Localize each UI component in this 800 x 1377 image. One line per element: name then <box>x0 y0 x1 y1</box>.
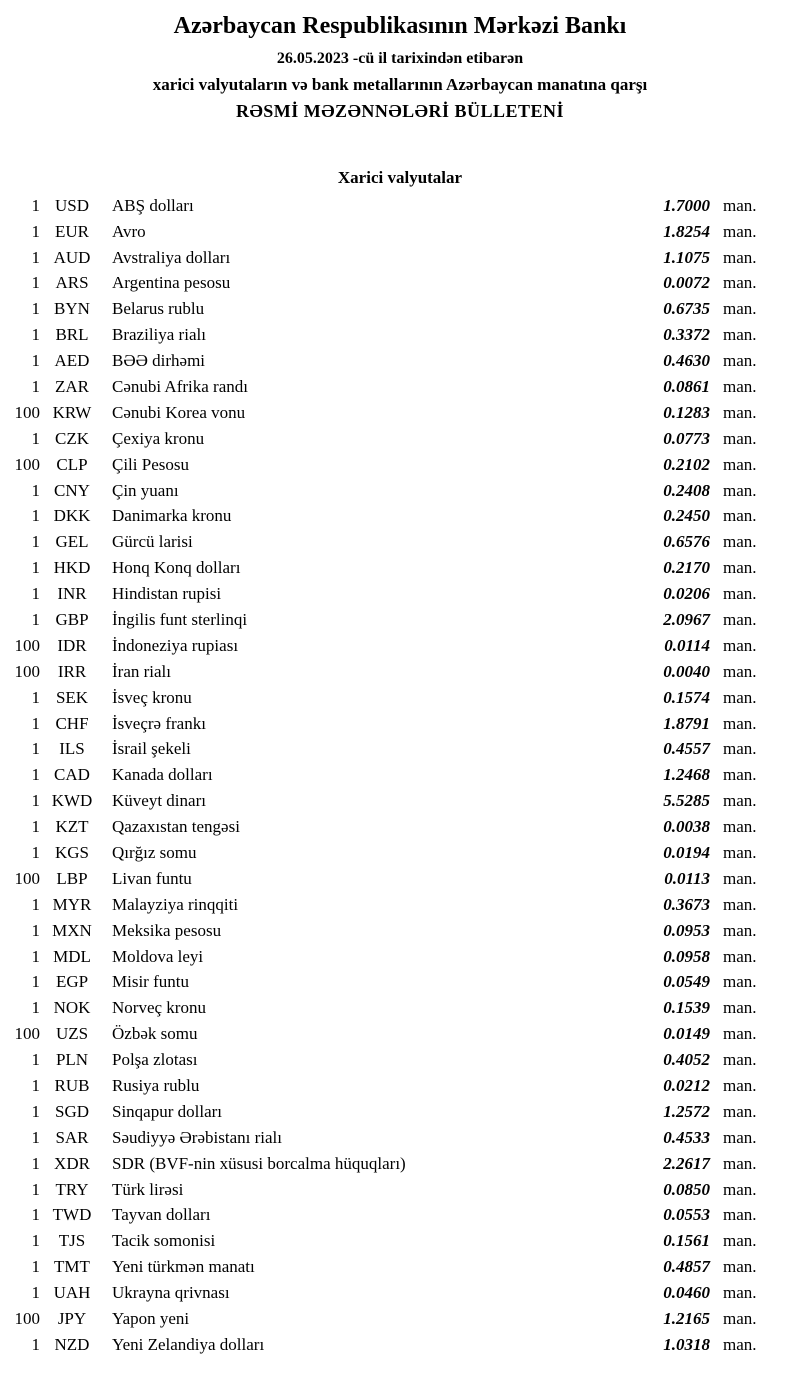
quantity-cell: 1 <box>31 972 40 992</box>
rate-value-cell: 0.4857 <box>663 1257 710 1277</box>
rate-row <box>0 1125 768 1151</box>
rate-value-cell: 0.0958 <box>663 946 710 966</box>
rate-row <box>0 529 768 555</box>
quantity-cell: 1 <box>31 713 40 733</box>
currency-code-cell: GEL <box>55 532 89 552</box>
unit-cell: man. <box>723 868 757 888</box>
unit-cell: man. <box>723 532 757 552</box>
rate-value-cell: 0.4557 <box>663 739 710 759</box>
rate-row <box>0 322 768 348</box>
rate-value-cell: 0.1574 <box>663 687 710 707</box>
quantity-cell: 1 <box>31 765 40 785</box>
rate-value-cell: 2.0967 <box>663 609 710 629</box>
rate-row <box>0 1047 768 1073</box>
rate-row <box>0 788 768 814</box>
quantity-cell: 1 <box>31 584 40 604</box>
rate-value-cell: 0.0460 <box>663 1283 710 1303</box>
rate-row <box>0 918 768 944</box>
unit-cell: man. <box>723 1050 757 1070</box>
currency-name-cell: İsveç kronu <box>112 687 192 707</box>
quantity-cell: 1 <box>31 998 40 1018</box>
unit-cell: man. <box>723 351 757 371</box>
currency-code-cell: SEK <box>55 687 89 707</box>
currency-code-cell: MDL <box>53 946 91 966</box>
rate-value-cell: 1.2468 <box>663 765 710 785</box>
unit-cell: man. <box>723 1024 757 1044</box>
rate-value-cell: 2.2617 <box>663 1153 710 1173</box>
currency-code-cell: SAR <box>55 1127 89 1147</box>
rate-row <box>0 607 768 633</box>
rate-value-cell: 0.6576 <box>663 532 710 552</box>
currency-name-cell: Meksika pesosu <box>112 920 222 940</box>
currency-name-cell: Belarus rublu <box>112 299 205 319</box>
unit-cell: man. <box>723 376 757 396</box>
currency-code-cell: CLP <box>56 454 88 474</box>
unit-cell: man. <box>723 584 757 604</box>
unit-cell: man. <box>723 1179 757 1199</box>
rate-row <box>0 1203 768 1229</box>
rate-value-cell: 0.0206 <box>663 584 710 604</box>
rate-value-cell: 5.5285 <box>663 791 710 811</box>
rate-value-cell: 0.0149 <box>663 1024 710 1044</box>
rate-row <box>0 1228 768 1254</box>
currency-code-cell: NOK <box>53 998 91 1018</box>
rate-row <box>0 1280 768 1306</box>
rate-value-cell: 0.0212 <box>663 1076 710 1096</box>
currency-code-cell: TMT <box>54 1257 90 1277</box>
currency-code-cell: BYN <box>54 299 90 319</box>
quantity-cell: 1 <box>31 376 40 396</box>
currency-code-cell: AED <box>54 351 90 371</box>
unit-cell: man. <box>723 998 757 1018</box>
rate-value-cell: 0.2408 <box>663 480 710 500</box>
currency-code-cell: KGS <box>54 843 89 862</box>
rate-row <box>0 685 768 711</box>
currency-code-cell: MYR <box>52 894 92 914</box>
rate-value-cell: 0.2102 <box>663 454 710 474</box>
rate-row <box>0 970 768 996</box>
currency-code-cell: JPY <box>57 1309 87 1329</box>
rate-row <box>0 1254 768 1280</box>
effective-date-line: 26.05.2023 -cü il tarixindən etibarən <box>276 49 524 67</box>
currency-code-cell: CAD <box>54 765 90 785</box>
quantity-cell: 1 <box>31 195 40 215</box>
currency-code-cell: TWD <box>52 1205 92 1225</box>
rate-value-cell: 0.1283 <box>663 402 710 422</box>
unit-cell: man. <box>723 946 757 966</box>
currency-name-cell: Avstraliya dolları <box>112 247 231 267</box>
currency-code-cell: IRR <box>57 661 87 681</box>
currency-name-cell: Çin yuanı <box>112 480 179 500</box>
currency-code-cell: SGD <box>54 1101 89 1121</box>
rate-value-cell: 0.1561 <box>663 1231 710 1251</box>
rate-value-cell: 0.4052 <box>663 1050 710 1070</box>
unit-cell: man. <box>723 195 757 215</box>
currency-name-cell: Gürcü larisi <box>112 532 193 552</box>
quantity-cell: 1 <box>31 1334 40 1354</box>
currency-name-cell: Özbək somu <box>112 1024 198 1044</box>
currency-code-cell: KZT <box>55 817 89 837</box>
quantity-cell: 100 <box>14 1024 40 1044</box>
rate-row <box>0 348 768 374</box>
rate-value-cell: 0.0861 <box>663 376 710 396</box>
unit-cell: man. <box>723 428 757 448</box>
currency-code-cell: XDR <box>54 1153 90 1173</box>
rate-value-cell: 1.2572 <box>663 1101 710 1121</box>
currency-code-cell: HKD <box>53 558 91 578</box>
unit-cell: man. <box>723 765 757 785</box>
unit-cell: man. <box>723 739 757 759</box>
rate-row <box>0 1306 768 1332</box>
currency-name-cell: Livan funtu <box>112 868 192 888</box>
rate-row <box>0 633 768 659</box>
rate-row <box>0 270 768 296</box>
currency-name-cell: Səudiyyə Ərəbistanı rialı <box>112 1127 282 1147</box>
unit-cell: man. <box>723 1231 757 1251</box>
rate-value-cell: 1.8791 <box>663 713 710 733</box>
rate-value-cell: 0.3372 <box>663 325 710 345</box>
rate-value-cell: 0.0038 <box>663 817 710 837</box>
quantity-cell: 1 <box>31 480 40 500</box>
quantity-cell: 1 <box>31 843 40 862</box>
quantity-cell: 1 <box>31 299 40 319</box>
currency-name-cell: Ukrayna qrivnası <box>112 1283 230 1303</box>
currency-name-cell: Kanada dolları <box>112 765 213 785</box>
currency-name-cell: Polşa zlotası <box>112 1050 198 1070</box>
quantity-cell: 100 <box>14 661 40 681</box>
unit-cell: man. <box>723 558 757 578</box>
rate-value-cell: 0.1539 <box>663 998 710 1018</box>
quantity-cell: 100 <box>14 454 40 474</box>
currency-name-cell: Yapon yeni <box>112 1309 190 1329</box>
exchange-rate-table <box>0 193 800 1358</box>
rate-row <box>0 1177 768 1203</box>
currency-code-cell: DKK <box>53 506 91 526</box>
rate-row <box>0 866 768 892</box>
rate-row <box>0 426 768 452</box>
currency-name-cell: Cənubi Korea vonu <box>112 402 246 422</box>
unit-cell: man. <box>723 894 757 914</box>
rate-row <box>0 245 768 271</box>
rate-row <box>0 193 768 219</box>
rate-row <box>0 762 768 788</box>
quantity-cell: 1 <box>31 558 40 578</box>
unit-cell: man. <box>723 1334 757 1354</box>
quantity-cell: 100 <box>14 635 40 655</box>
unit-cell: man. <box>723 972 757 992</box>
currency-name-cell: Küveyt dinarı <box>112 791 206 811</box>
rate-value-cell: 0.0040 <box>663 661 710 681</box>
rate-value-cell: 1.1075 <box>663 247 710 267</box>
quantity-cell: 1 <box>31 791 40 811</box>
currency-name-cell: Argentina pesosu <box>112 273 231 293</box>
currency-name-cell: Çili Pesosu <box>112 454 189 474</box>
rate-value-cell: 0.6735 <box>663 299 710 319</box>
rate-value-cell: 0.0194 <box>663 843 710 862</box>
rate-value-cell: 0.0850 <box>663 1179 710 1199</box>
currency-code-cell: LBP <box>56 868 88 888</box>
rate-row <box>0 374 768 400</box>
unit-cell: man. <box>723 1127 757 1147</box>
currency-name-cell: Yeni Zelandiya dolları <box>112 1334 265 1354</box>
currency-name-cell: Malayziya rinqqiti <box>112 894 239 914</box>
quantity-cell: 1 <box>31 247 40 267</box>
currency-name-cell: Türk lirəsi <box>112 1179 184 1199</box>
currency-code-cell: PLN <box>55 1050 89 1070</box>
quantity-cell: 1 <box>31 273 40 293</box>
quantity-cell: 1 <box>31 1257 40 1277</box>
currency-name-cell: İndoneziya rupiası <box>112 635 239 655</box>
quantity-cell: 1 <box>31 506 40 526</box>
currency-code-cell: NZD <box>54 1334 90 1354</box>
currency-code-cell: BRL <box>55 325 89 345</box>
unit-cell: man. <box>723 299 757 319</box>
currency-name-cell: BƏƏ dirhəmi <box>112 351 206 371</box>
quantity-cell: 1 <box>31 532 40 552</box>
currency-code-cell: CZK <box>55 428 89 448</box>
unit-cell: man. <box>723 402 757 422</box>
quantity-cell: 1 <box>31 1101 40 1121</box>
rate-row <box>0 944 768 970</box>
currency-name-cell: Rusiya rublu <box>112 1076 200 1096</box>
quantity-cell: 1 <box>31 920 40 940</box>
currency-name-cell: Hindistan rupisi <box>112 584 222 604</box>
rate-row <box>0 581 768 607</box>
unit-cell: man. <box>723 920 757 940</box>
rate-value-cell: 0.4630 <box>663 351 710 371</box>
unit-cell: man. <box>723 1153 757 1173</box>
currency-name-cell: Qırğız somu <box>112 843 197 862</box>
currency-code-cell: RUB <box>54 1076 90 1096</box>
currency-name-cell: ABŞ dolları <box>112 195 194 215</box>
quantity-cell: 1 <box>31 1153 40 1173</box>
quantity-cell: 1 <box>31 687 40 707</box>
quantity-cell: 100 <box>14 1309 40 1329</box>
rate-row <box>0 1099 768 1125</box>
unit-cell: man. <box>723 635 757 655</box>
rate-row <box>0 737 768 763</box>
currency-name-cell: Avro <box>112 221 146 241</box>
rate-value-cell: 0.0549 <box>663 972 710 992</box>
quantity-cell: 1 <box>31 1283 40 1303</box>
quantity-cell: 1 <box>31 1076 40 1096</box>
unit-cell: man. <box>723 791 757 811</box>
currency-code-cell: AUD <box>53 247 91 267</box>
currency-name-cell: İsveçrə frankı <box>112 713 206 733</box>
currency-code-cell: USD <box>54 195 89 215</box>
rate-row <box>0 840 768 866</box>
rate-row <box>0 1332 768 1358</box>
quantity-cell: 1 <box>31 739 40 759</box>
rate-value-cell: 0.3673 <box>663 894 710 914</box>
rate-row <box>0 892 768 918</box>
bulletin-title: RƏSMİ MƏZƏNNƏLƏRİ BÜLLETENİ <box>235 100 565 121</box>
unit-cell: man. <box>723 325 757 345</box>
unit-cell: man. <box>723 273 757 293</box>
currency-code-cell: UAH <box>53 1283 91 1303</box>
unit-cell: man. <box>723 661 757 681</box>
unit-cell: man. <box>723 1205 757 1225</box>
quantity-cell: 1 <box>31 428 40 448</box>
rate-row <box>0 1073 768 1099</box>
quantity-cell: 1 <box>31 1127 40 1147</box>
unit-cell: man. <box>723 1076 757 1096</box>
quantity-cell: 1 <box>31 1050 40 1070</box>
currency-name-cell: Moldova leyi <box>112 946 204 966</box>
currency-name-cell: Sinqapur dolları <box>112 1101 223 1121</box>
quantity-cell: 1 <box>31 221 40 241</box>
currency-code-cell: MXN <box>52 920 92 940</box>
currency-name-cell: Tayvan dolları <box>112 1205 211 1225</box>
rate-value-cell: 0.0773 <box>663 428 710 448</box>
unit-cell: man. <box>723 1309 757 1329</box>
rate-value-cell: 0.0072 <box>663 273 710 293</box>
unit-cell: man. <box>723 713 757 733</box>
currency-name-cell: Danimarka kronu <box>112 506 232 526</box>
currency-code-cell: ZAR <box>55 376 89 396</box>
currency-name-cell: Tacik somonisi <box>112 1231 216 1251</box>
currency-code-cell: ILS <box>59 739 85 759</box>
currency-code-cell: TRY <box>55 1179 89 1199</box>
rate-row <box>0 659 768 685</box>
currency-name-cell: İran rialı <box>112 661 171 681</box>
unit-cell: man. <box>723 843 757 862</box>
rate-value-cell: 0.0953 <box>663 920 710 940</box>
currency-name-cell: Honq Konq dolları <box>112 558 241 578</box>
rate-value-cell: 0.4533 <box>663 1127 710 1147</box>
unit-cell: man. <box>723 1257 757 1277</box>
currency-name-cell: Cənubi Afrika randı <box>112 376 248 396</box>
subtitle-line: xarici valyutaların və bank metallarının Azərbaycan manatına qarşı <box>152 74 648 94</box>
bank-title: Azərbaycan Respublikasının Mərkəzi Bankı <box>173 13 627 39</box>
currency-name-cell: Çexiya kronu <box>112 428 205 448</box>
rate-value-cell: 0.0114 <box>664 635 710 655</box>
currency-name-cell: Misir funtu <box>112 972 189 992</box>
currency-name-cell: İngilis funt sterlinqi <box>112 609 248 629</box>
rate-row <box>0 503 768 529</box>
unit-cell: man. <box>723 480 757 500</box>
rate-value-cell: 0.0113 <box>664 868 710 888</box>
unit-cell: man. <box>723 817 757 837</box>
currency-code-cell: EUR <box>55 221 89 241</box>
rate-row <box>0 400 768 426</box>
currency-code-cell: INR <box>57 584 87 604</box>
currency-code-cell: UZS <box>55 1024 89 1044</box>
currency-name-cell: Norveç kronu <box>112 998 206 1018</box>
rate-value-cell: 1.8254 <box>663 221 710 241</box>
currency-name-cell: İsrail şekeli <box>112 739 191 759</box>
rate-row <box>0 296 768 322</box>
quantity-cell: 100 <box>14 868 40 888</box>
currency-name-cell: SDR (BVF-nin xüsusi borcalma hüquqları) <box>112 1153 406 1173</box>
rate-row <box>0 219 768 245</box>
currency-code-cell: KWD <box>51 791 93 811</box>
currency-code-cell: KRW <box>52 402 92 422</box>
currency-code-cell: TJS <box>58 1231 86 1251</box>
rate-row <box>0 711 768 737</box>
currency-code-cell: IDR <box>57 635 87 655</box>
unit-cell: man. <box>723 1101 757 1121</box>
unit-cell: man. <box>723 1283 757 1303</box>
rate-row <box>0 1021 768 1047</box>
rate-row <box>0 814 768 840</box>
unit-cell: man. <box>723 454 757 474</box>
quantity-cell: 1 <box>31 1231 40 1251</box>
rate-row <box>0 452 768 478</box>
currency-code-cell: EGP <box>55 972 89 992</box>
quantity-cell: 1 <box>31 1205 40 1225</box>
currency-name-cell: Braziliya rialı <box>112 325 206 345</box>
quantity-cell: 1 <box>31 946 40 966</box>
rate-value-cell: 0.0553 <box>663 1205 710 1225</box>
section-title-foreign-currencies: Xarici valyutalar <box>337 167 463 187</box>
quantity-cell: 1 <box>31 1179 40 1199</box>
currency-code-cell: ARS <box>55 273 89 293</box>
quantity-cell: 1 <box>31 894 40 914</box>
unit-cell: man. <box>723 687 757 707</box>
currency-code-cell: GBP <box>55 609 89 629</box>
rate-value-cell: 1.0318 <box>663 1334 710 1354</box>
unit-cell: man. <box>723 221 757 241</box>
currency-code-cell: CHF <box>55 713 89 733</box>
rate-row <box>0 478 768 504</box>
currency-name-cell: Yeni türkmən manatı <box>112 1257 255 1277</box>
rate-value-cell: 0.2450 <box>663 506 710 526</box>
unit-cell: man. <box>723 506 757 526</box>
rate-value-cell: 1.2165 <box>663 1309 710 1329</box>
rate-row <box>0 1151 768 1177</box>
unit-cell: man. <box>723 247 757 267</box>
quantity-cell: 100 <box>14 402 40 422</box>
rate-value-cell: 1.7000 <box>663 195 710 215</box>
quantity-cell: 1 <box>31 325 40 345</box>
unit-cell: man. <box>723 609 757 629</box>
quantity-cell: 1 <box>31 351 40 371</box>
rate-row <box>0 555 768 581</box>
quantity-cell: 1 <box>31 817 40 837</box>
currency-code-cell: CNY <box>54 480 90 500</box>
rate-value-cell: 0.2170 <box>663 558 710 578</box>
quantity-cell: 1 <box>31 609 40 629</box>
rate-row <box>0 995 768 1021</box>
bulletin-header <box>0 0 800 122</box>
currency-name-cell: Qazaxıstan tengəsi <box>112 817 240 837</box>
